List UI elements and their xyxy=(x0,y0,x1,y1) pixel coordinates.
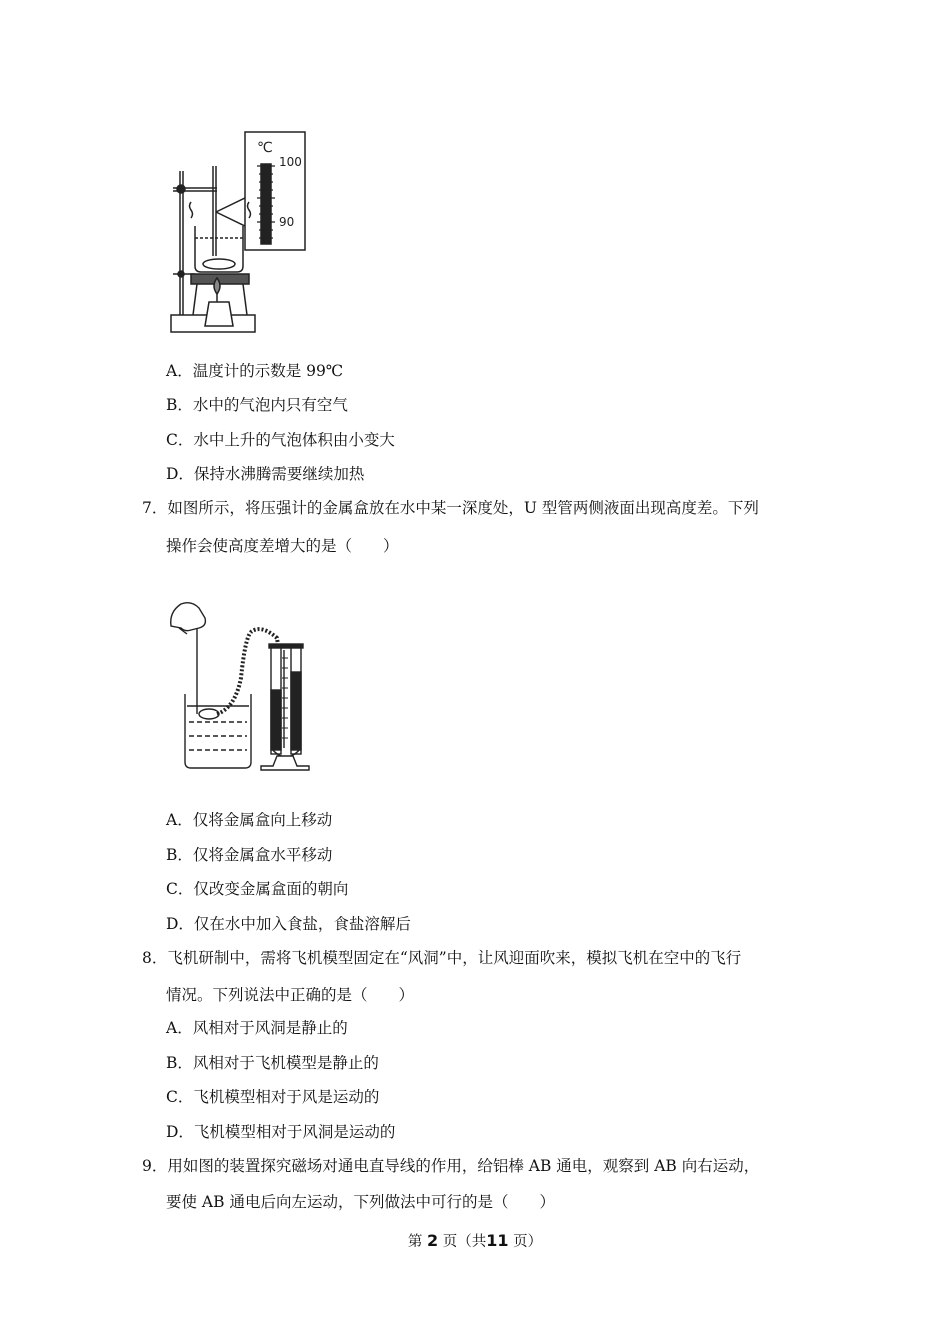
footer-middle: 页（共 xyxy=(442,1234,487,1250)
thermometer-tick-90: 90 xyxy=(279,215,295,229)
footer-page-number: 2 xyxy=(426,1231,439,1250)
q6-option-c: C．水中上升的气泡体积由小变大 xyxy=(166,431,395,449)
thermometer-tick-100: 100 xyxy=(279,155,302,169)
q8-option-b: B．风相对于飞机模型是静止的 xyxy=(166,1054,379,1072)
q9-stem-line2: 要使 AB 通电后向左运动，下列做法中可行的是（ ） xyxy=(166,1193,555,1211)
q8-stem-line1: 8．飞机研制中，需将飞机模型固定在“风洞”中，让风迎面吹来，模拟飞机在空中的飞行 xyxy=(142,949,742,967)
footer-prefix: 第 xyxy=(407,1234,423,1250)
q8-stem-line2: 情况。下列说法中正确的是（ ） xyxy=(166,986,415,1004)
q7-option-a: A．仅将金属盒向上移动 xyxy=(166,811,333,829)
q7-stem-line1: 7．如图所示，将压强计的金属盒放在水中某一深度处，U 型管两侧液面出现高度差。下列 xyxy=(142,499,759,517)
q8-option-a: A．风相对于风洞是静止的 xyxy=(166,1019,348,1037)
footer-total-pages: 11 xyxy=(486,1231,509,1250)
q7-option-b: B．仅将金属盒水平移动 xyxy=(166,846,333,864)
q6-option-b: B．水中的气泡内只有空气 xyxy=(166,396,348,414)
q9-stem-line1: 9．用如图的装置探究磁场对通电直导线的作用，给铝棒 AB 通电，观察到 AB 向右运动， xyxy=(142,1157,760,1175)
q7-option-d: D．仅在水中加入食盐，食盐溶解后 xyxy=(166,915,411,933)
q6-option-a: A．温度计的示数是 99℃ xyxy=(166,362,344,380)
q7-option-c: C．仅改变金属盒面的朝向 xyxy=(166,880,349,898)
q8-option-d: D．飞机模型相对于风洞是运动的 xyxy=(166,1123,396,1141)
page-footer xyxy=(0,1230,950,1251)
q6-option-d: D．保持水沸腾需要继续加热 xyxy=(166,465,365,483)
q8-option-c: C．飞机模型相对于风是运动的 xyxy=(166,1088,380,1106)
footer-suffix: 页） xyxy=(513,1234,543,1250)
pressure-gauge-figure xyxy=(165,598,315,773)
thermometer-unit-label: ℃ xyxy=(257,140,273,156)
boiling-water-apparatus-figure xyxy=(165,126,310,341)
q7-stem-line2: 操作会使高度差增大的是（ ） xyxy=(166,537,399,555)
